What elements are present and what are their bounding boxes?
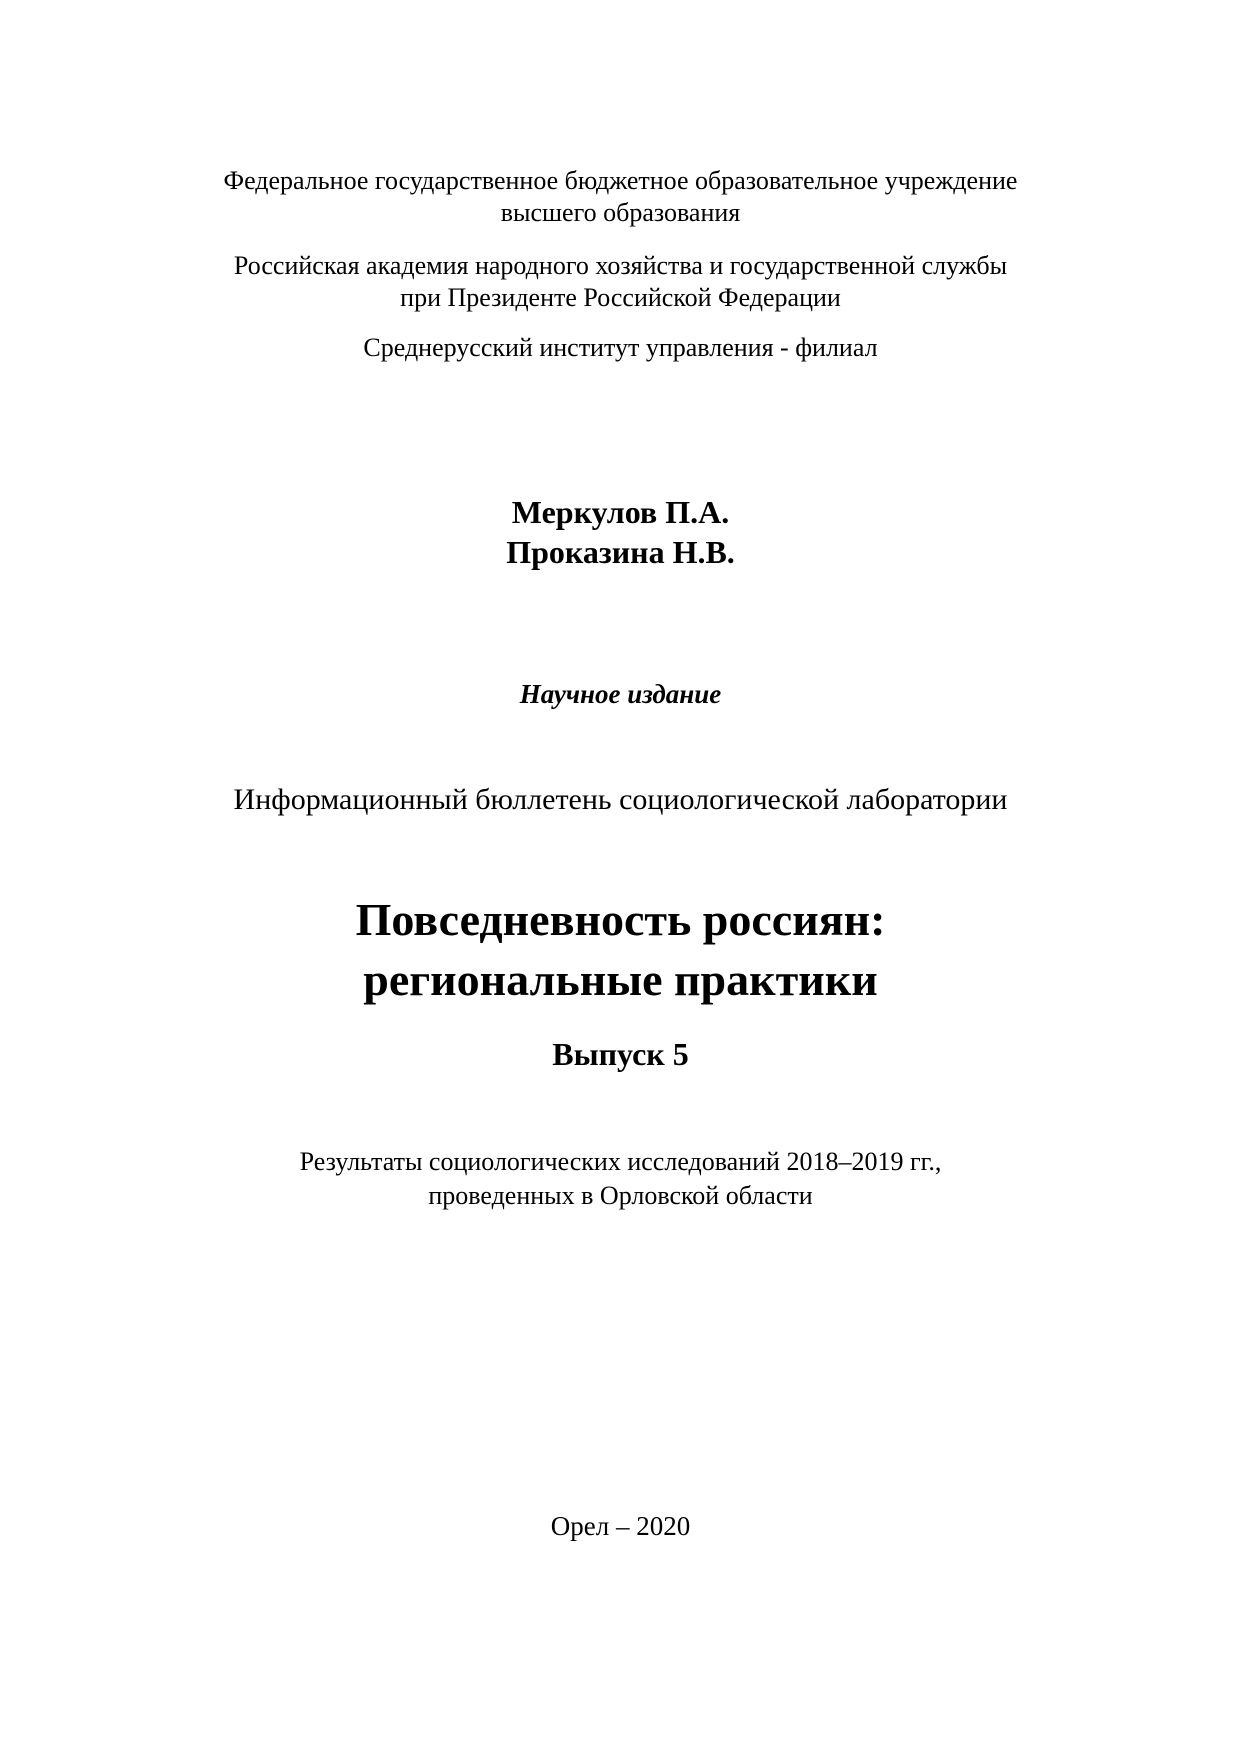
description-line-1: Результаты социологических исследований 2018–2019 гг.,	[299, 1147, 942, 1176]
publication-type: Научное издание	[519, 679, 722, 709]
main-title-line-1: Повседневность россиян:	[355, 894, 886, 945]
author-2: Проказина Н.В.	[506, 534, 735, 570]
issue-number: Выпуск 5	[552, 1036, 689, 1072]
description-line-2: проведенных в Орловской области	[428, 1181, 813, 1210]
institution-line-2: высшего образования	[500, 198, 741, 227]
institution-line-3: Российская академия народного хозяйства и государственной службы	[233, 251, 1008, 280]
author-1: Меркулов П.А.	[511, 494, 730, 530]
imprint-city-year: Орел – 2020	[550, 1511, 691, 1541]
series-title: Информационный бюллетень социологической лаборатории	[233, 783, 1008, 816]
main-title-line-2: региональные практики	[363, 954, 878, 1005]
institution-line-1: Федеральное государственное бюджетное образовательное учреждение	[223, 166, 1018, 195]
institution-line-5: Среднерусский институт управления - филиал	[363, 333, 878, 362]
institution-line-4: при Президенте Российской Федерации	[400, 283, 841, 312]
